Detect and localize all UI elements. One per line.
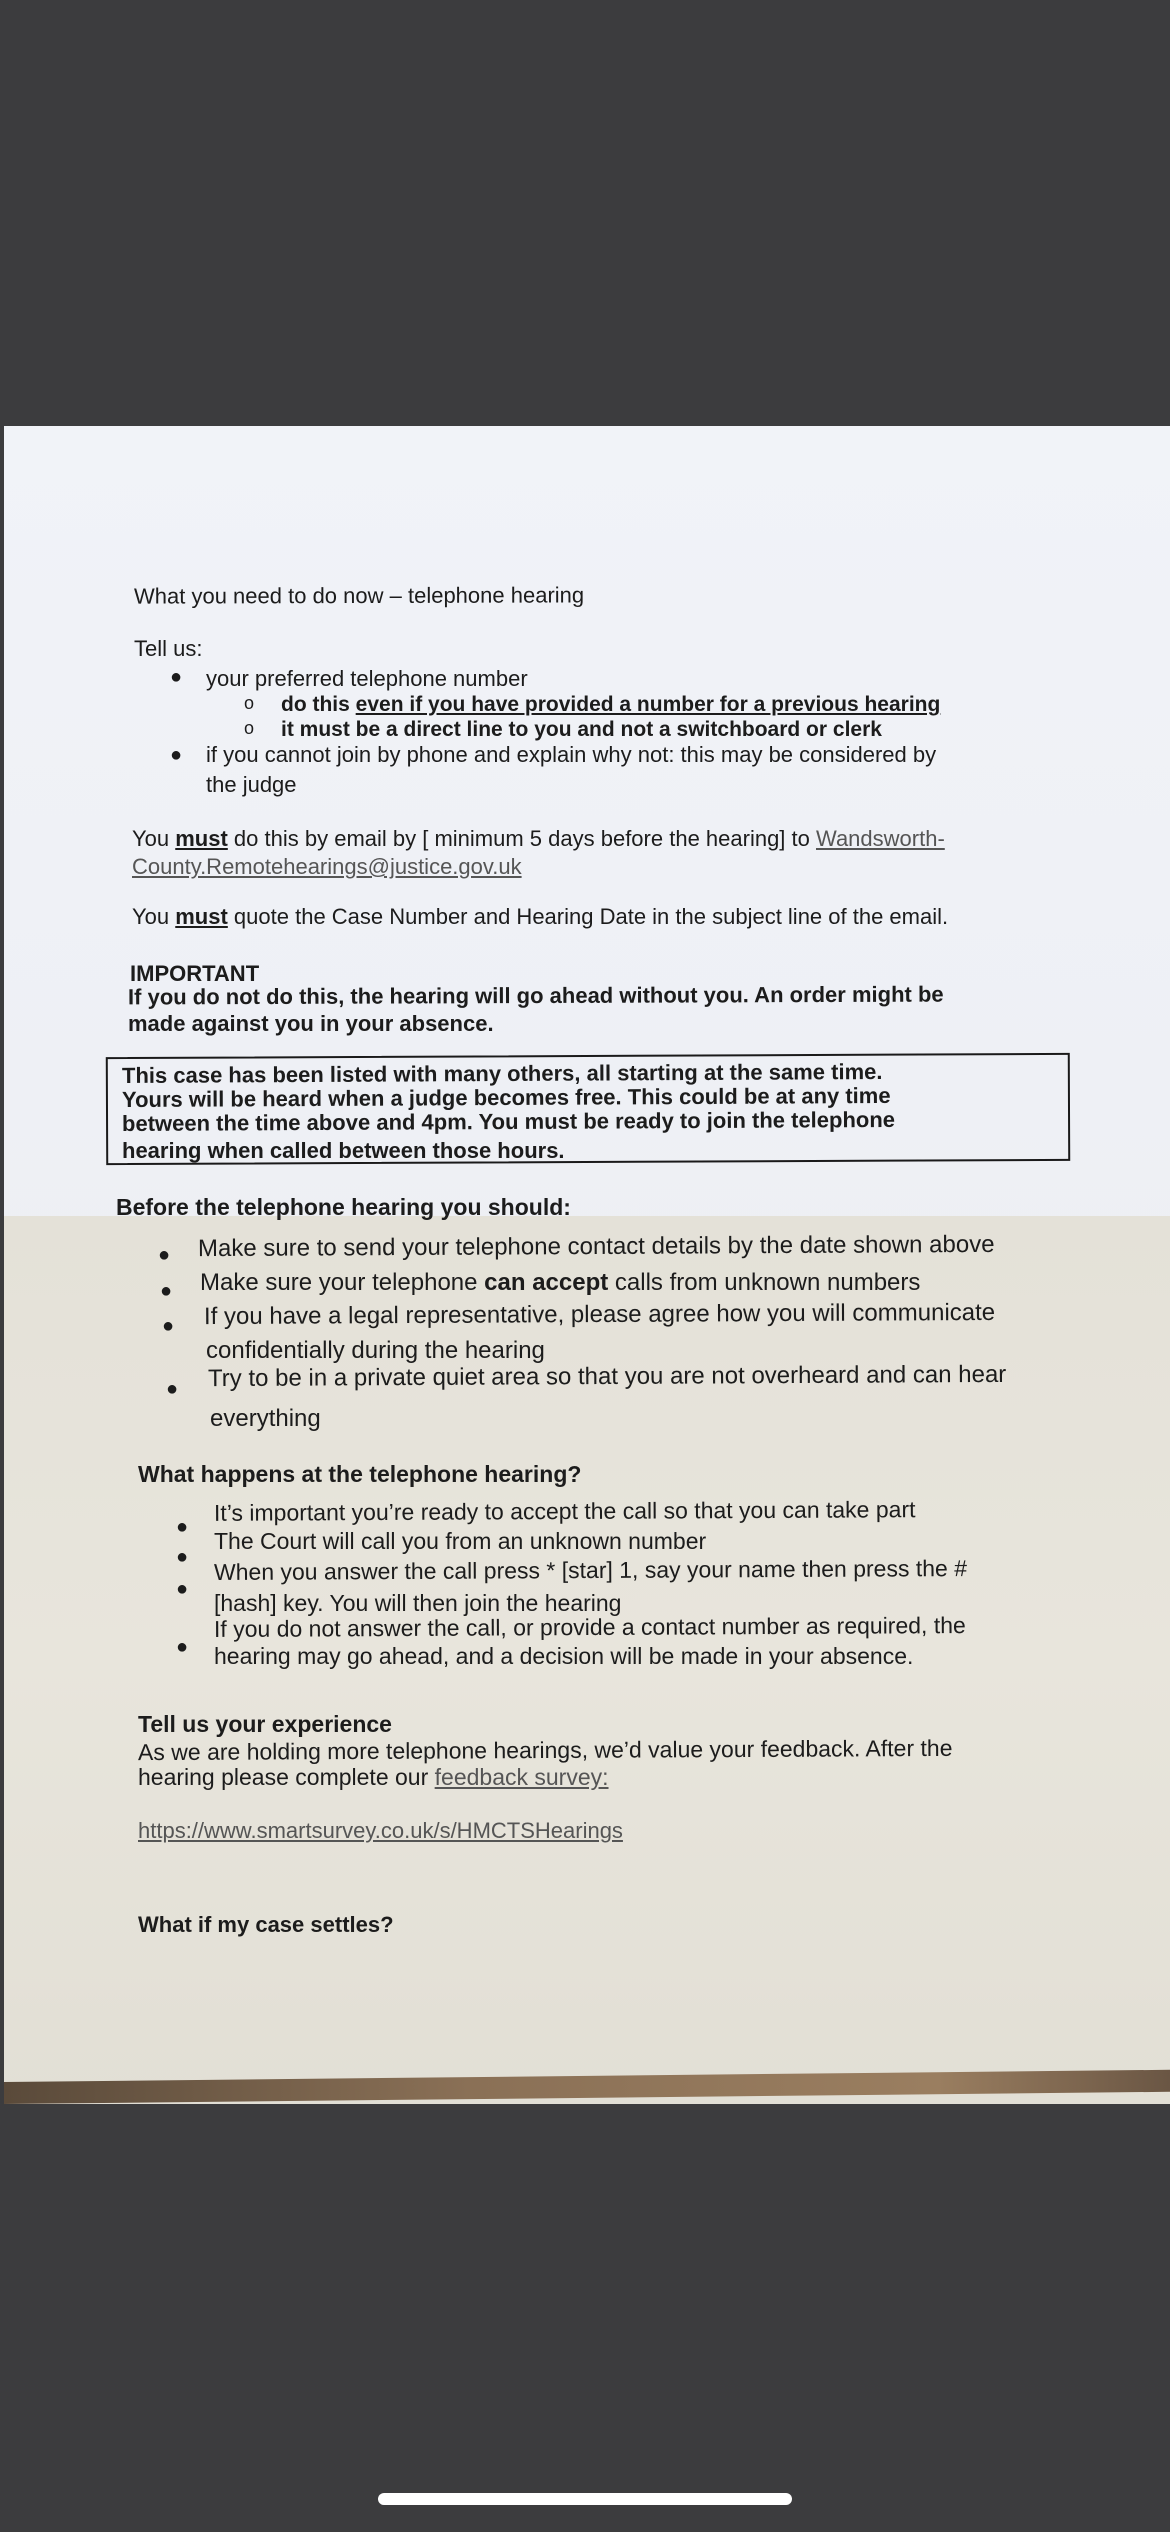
happens-item-1: It’s important you’re ready to accept the call so that you can take part xyxy=(213,1496,916,1526)
important-line2: made against you in your absence. xyxy=(128,1011,494,1036)
sub-bullet-previous-number xyxy=(281,692,940,718)
experience-line2 xyxy=(138,1764,609,1790)
bullet-icon: ● xyxy=(176,1636,189,1658)
settles-heading: What if my case settles? xyxy=(138,1912,394,1937)
must-emphasis: must xyxy=(175,904,228,929)
before-item-2 xyxy=(200,1270,920,1296)
bullet-icon: ● xyxy=(176,1516,189,1538)
before-item-3-line2: confidentially during the hearing xyxy=(206,1337,545,1364)
sub-bullet-direct-line: it must be a direct line to you and not a switchboard or clerk xyxy=(281,718,882,741)
before-item-1: Make sure to send your telephone contact details by the date shown above xyxy=(197,1230,995,1263)
bullet-phone-number: your preferred telephone number xyxy=(206,666,528,691)
before-item-4-line2: everything xyxy=(210,1405,321,1432)
bullet-icon: ● xyxy=(166,1378,179,1400)
tell-us-label: Tell us: xyxy=(134,636,203,661)
notice-line2: Yours will be heard when a judge becomes free. This could be at any time xyxy=(121,1082,891,1113)
bullet-icon: ● xyxy=(162,1315,175,1337)
quote-text-b: quote the Case Number and Hearing Date in the subject line of the email. xyxy=(227,904,949,929)
quote-paragraph xyxy=(132,904,948,930)
before-heading: Before the telephone hearing you should: xyxy=(116,1194,571,1220)
sub1-prefix: do this xyxy=(281,693,356,716)
bullet-icon: ● xyxy=(176,1578,189,1600)
happens-item-4-line1: If you do not answer the call, or provide a contact number as required, the xyxy=(213,1612,966,1642)
email-link-part2[interactable]: County.Remotehearings@justice.gov.uk xyxy=(132,854,522,879)
bullet-icon: ● xyxy=(158,1244,171,1266)
important-line1: If you do not do this, the hearing will go ahead without you. An order might be xyxy=(127,981,944,1010)
before-item-3-line1: If you have a legal representative, please agree how you will communicate xyxy=(203,1298,996,1331)
happens-item-3-line1: When you answer the call press * [star] 1, say your name then press the # xyxy=(213,1555,968,1585)
before-2-text-a: Make sure your telephone xyxy=(200,1269,485,1296)
bullet-icon: ● xyxy=(176,1546,189,1568)
happens-heading: What happens at the telephone hearing? xyxy=(138,1461,582,1487)
circle-bullet-icon: o xyxy=(244,718,255,738)
before-item-4-line1: Try to be in a private quiet area so that you are not overheard and can hear xyxy=(207,1360,1007,1393)
notice-line3: between the time above and 4pm. You must be ready to join the telephone xyxy=(121,1106,896,1137)
email-paragraph-line1 xyxy=(132,826,945,852)
bullet-cannot-join-line2: the judge xyxy=(206,772,297,797)
feedback-survey-link[interactable]: feedback survey: xyxy=(434,1764,609,1790)
experience-line1: As we are holding more telephone hearings, we’d value your feedback. After the xyxy=(137,1734,953,1766)
notice-line1: This case has been listed with many others, all starting at the same time. xyxy=(121,1059,883,1088)
email-paragraph-line2 xyxy=(132,854,522,880)
bullet-icon: ● xyxy=(170,744,183,766)
can-accept-emphasis: can accept xyxy=(484,1269,609,1296)
experience-heading: Tell us your experience xyxy=(138,1711,392,1737)
happens-item-2: The Court will call you from an unknown number xyxy=(214,1528,707,1554)
circle-bullet-icon: o xyxy=(244,693,255,713)
email-text-a: You xyxy=(132,826,176,851)
notice-line4: hearing when called between those hours. xyxy=(122,1138,565,1163)
bullet-icon: ● xyxy=(160,1280,173,1302)
email-text-b: do this by email by [ minimum 5 days before the hearing] to xyxy=(227,826,816,851)
survey-url-link[interactable]: https://www.smartsurvey.co.uk/s/HMCTSHearings xyxy=(138,1818,623,1843)
important-title: IMPORTANT xyxy=(130,961,260,986)
bullet-cannot-join-line1: if you cannot join by phone and explain why not: this may be considered by xyxy=(206,742,937,767)
quote-text-a: You xyxy=(132,904,176,929)
bullet-icon: ● xyxy=(170,666,183,688)
experience-text: hearing please complete our xyxy=(138,1764,435,1790)
email-link-part1[interactable]: Wandsworth- xyxy=(816,826,945,851)
before-2-text-b: calls from unknown numbers xyxy=(608,1269,921,1296)
page-title: What you need to do now – telephone hearing xyxy=(133,582,585,609)
sub1-underlined: even if you have provided a number for a previous hearing xyxy=(355,693,941,716)
home-indicator[interactable] xyxy=(378,2493,792,2505)
happens-item-3-line2: [hash] key. You will then join the hearing xyxy=(214,1590,622,1616)
happens-item-4-line2: hearing may go ahead, and a decision will be made in your absence. xyxy=(214,1643,914,1669)
must-emphasis: must xyxy=(175,826,228,851)
